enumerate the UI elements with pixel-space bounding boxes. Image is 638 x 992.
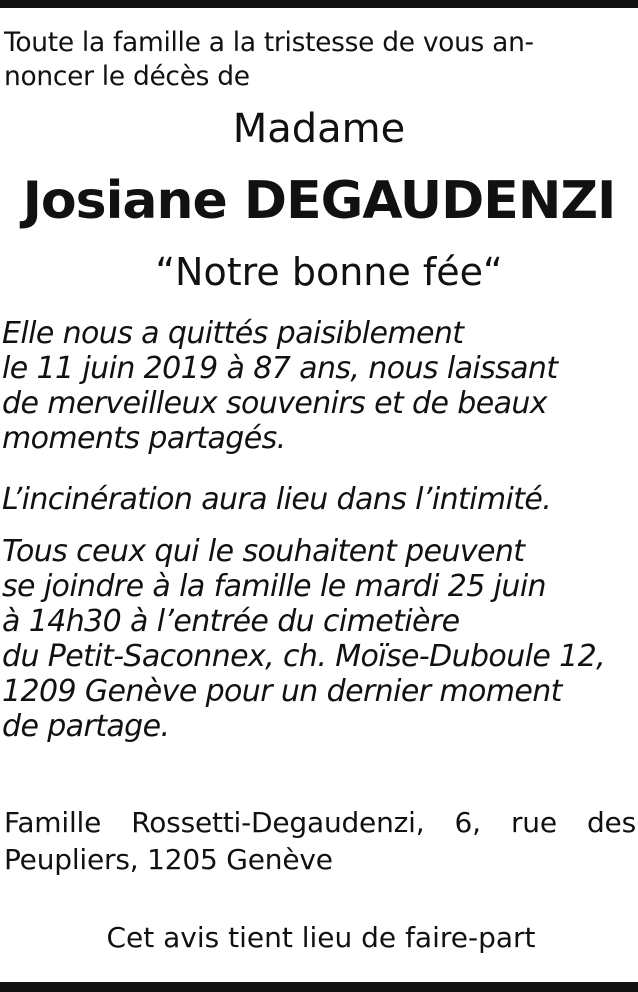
paragraph-line: L’incinération aura lieu dans l’intimité.	[2, 482, 552, 517]
address-word: rue	[510, 806, 557, 839]
address-word: des	[586, 806, 636, 839]
top-border-rule	[0, 0, 638, 8]
gathering-paragraph	[2, 534, 636, 744]
address-word: 6,	[454, 806, 481, 839]
intro-line: noncer le décès de	[4, 61, 250, 92]
family-address	[4, 804, 636, 878]
address-word: Famille	[4, 806, 102, 839]
paragraph-line: moments partagés.	[2, 421, 286, 456]
salutation: Madame	[232, 106, 406, 152]
paragraph-line: Tous ceux qui le souhaitent peuvent	[2, 534, 525, 569]
paragraph-line: 1209 Genève pour un dernier moment	[2, 674, 562, 709]
address-word: Rossetti-Degaudenzi,	[131, 806, 425, 839]
paragraph-line: de merveilleux souvenirs et de beaux	[2, 386, 547, 421]
family-address-line: Peupliers, 1205 Genève	[4, 843, 333, 876]
intro-line: Toute la famille a la tristesse de vous an-	[4, 27, 534, 58]
passing-paragraph	[2, 316, 636, 456]
deceased-name: Josiane DEGAUDENZI	[22, 171, 616, 231]
family-address-line	[4, 804, 636, 841]
paragraph-line: de partage.	[2, 709, 170, 744]
bottom-border-rule	[0, 982, 638, 992]
paragraph-line: à 14h30 à l’entrée du cimetière	[2, 604, 460, 639]
nickname: “Notre bonne fée“	[155, 250, 503, 294]
faire-part-notice: Cet avis tient lieu de faire-part	[106, 921, 536, 954]
paragraph-line: le 11 juin 2019 à 87 ans, nous laissant	[2, 351, 558, 386]
paragraph-line: se joindre à la famille le mardi 25 juin	[2, 569, 546, 604]
paragraph-line: du Petit-Saconnex, ch. Moïse-Duboule 12,	[2, 639, 606, 674]
intro-text	[4, 26, 621, 94]
cremation-paragraph	[2, 482, 636, 517]
paragraph-line: Elle nous a quittés paisiblement	[2, 316, 464, 351]
